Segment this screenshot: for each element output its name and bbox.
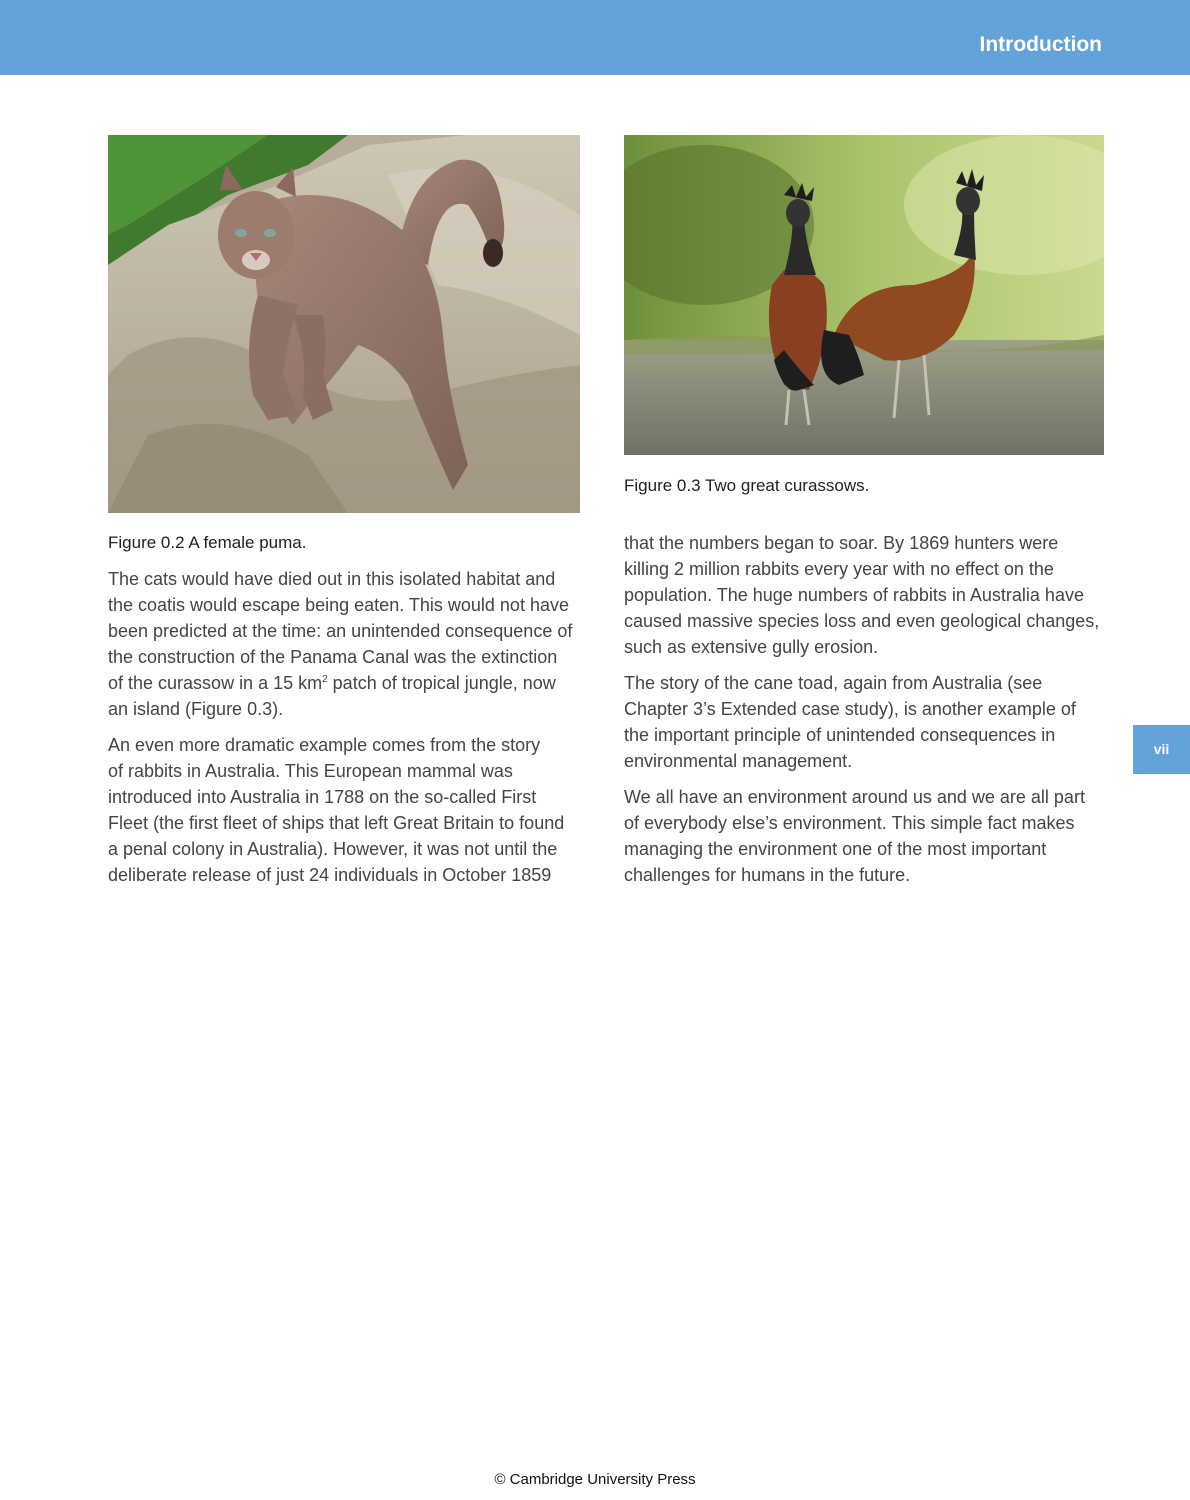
text-line: The story of the cane toad, again from Australia (see [624,673,1043,693]
text-line: challenges for humans in the future. [624,865,911,885]
paragraph [624,670,1106,774]
paragraph [624,784,1106,888]
text-line: of everybody else’s environment. This simple fact makes [624,813,1075,833]
copyright-footer: © Cambridge University Press [494,1471,696,1488]
text-line: managing the environment one of the most important [624,839,1047,859]
superscript: 2 [322,674,328,685]
text-line: Chapter 3’s Extended case study), is another example of [624,699,1076,719]
text-line: the important principle of unintended consequences in [624,725,1056,745]
text-line: an island (Figure 0.3). [108,699,284,719]
text-line: An even more dramatic example comes from the story [108,735,541,755]
text-line: of rabbits in Australia. This European mammal was [108,761,513,781]
puma-photo [108,135,580,513]
text-line: the coatis would escape being eaten. This would not have [108,595,569,615]
page-number: vii [1153,741,1170,757]
figure-caption-curassows: Figure 0.3 Two great curassows. [624,476,870,495]
text-line: We all have an environment around us and we are all part [624,787,1085,807]
figure-caption-puma: Figure 0.2 A female puma. [108,533,307,552]
text-line [108,670,590,696]
paragraph [108,732,590,888]
text-line: killing 2 million rabbits every year with no effect on the [624,559,1054,579]
text-line: The cats would have died out in this isolated habitat and [108,569,556,589]
text-line: caused massive species loss and even geological changes, [624,611,1100,631]
text-line: been predicted at the time: an unintended consequence of [108,621,573,641]
curassows-photo [624,135,1104,455]
text-line: that the numbers began to soar. By 1869 hunters were [624,533,1059,553]
text-line: deliberate release of just 24 individuals in October 1859 [108,865,552,885]
text-line: such as extensive gully erosion. [624,637,879,657]
left-column-text [108,566,590,898]
text-line: Fleet (the first fleet of ships that left Great Britain to found [108,813,565,833]
text-line: a penal colony in Australia). However, it was not until the [108,839,558,859]
right-column-text [624,530,1106,898]
text-fragment: of the curassow in a 15 km [108,673,323,693]
paragraph [108,566,590,722]
paragraph [624,530,1106,660]
page-number-tab [1133,725,1190,774]
text-line: population. The huge numbers of rabbits in Australia have [624,585,1084,605]
text-line: environmental management. [624,751,853,771]
section-title: Introduction [979,33,1102,56]
text-line: the construction of the Panama Canal was the extinction [108,647,558,667]
text-fragment: patch of tropical jungle, now [327,673,556,693]
text-line: introduced into Australia in 1788 on the so-called First [108,787,537,807]
